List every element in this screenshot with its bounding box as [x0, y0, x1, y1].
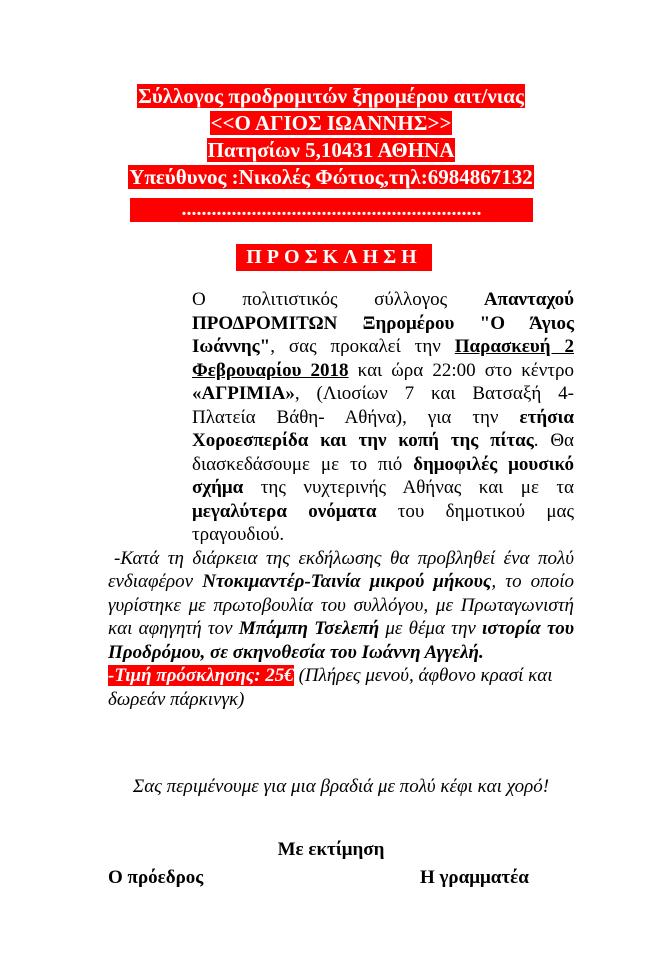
invitation-title: ΠΡΟΣΚΛΗΣΗ: [236, 244, 432, 271]
text-segment: , (Λιοσίων 7 και Βατσαξή 4- Πλατεία Βάθη- Αθήνα), για την: [192, 383, 574, 428]
names-highlight: μεγαλύτερα ονόματα: [192, 500, 377, 522]
closing-message: Σας περιμένουμε για μια βραδιά με πολύ κέφι και χορό!: [132, 776, 550, 797]
documentary-title: Ντοκιμαντέρ-Ταινία μικρού μήκους: [202, 571, 492, 592]
text-segment: με θέμα την: [379, 618, 483, 639]
text-segment: .: [478, 641, 484, 663]
association-header: [0, 83, 662, 191]
music-highlight: δημοφιλές μουσικό σχήμα: [192, 453, 574, 498]
text-segment: Ο πολιτιστικός σύλλογος: [192, 289, 484, 310]
paragraph-documentary: [108, 547, 574, 665]
price-note: (Πλήρες μενού, άφθονο κρασί και δωρεάν πάρκινγκ): [108, 665, 553, 710]
paragraph-price: [108, 664, 574, 711]
text-segment: . Θα διασκεδάσουμε με το πιό: [192, 430, 574, 475]
separator-bar: ............................................................: [130, 198, 533, 222]
text-segment: της νυχτερινής Αθήνας και με τα: [243, 477, 574, 498]
regards-line: Με εκτίμηση: [277, 839, 385, 860]
association-address: Πατησίων 5,10431 ΑΘΗΝΑ: [207, 138, 455, 162]
event-date: Παρασκευή 2 Φεβρουαρίου 2018: [192, 336, 574, 381]
event-venue: «ΑΓΡΙΜΙΑ»: [192, 383, 295, 404]
association-name: Σύλλογος προδρομιτών ξηρομέρου αιτ/νιας: [138, 84, 524, 108]
narrator-name: Μπάμπη Τσελεπή: [238, 618, 380, 639]
ticket-price: -Τιμή πρόσκλησης: 25€: [108, 665, 294, 686]
signature-secretary: Η γραμματέα: [420, 867, 529, 888]
association-contact: Υπεύθυνος :Νικολές Φώτιος,τηλ:6984867132: [129, 165, 533, 189]
text-segment: , σας προκαλεί την: [270, 336, 455, 357]
text-segment: -Κατά τη διάρκεια της εκδήλωσης θα προβληθεί ένα πολύ ενδιαφέρον: [108, 547, 574, 592]
text-segment: του δημοτικού μας τραγουδιού.: [192, 500, 574, 545]
text-segment: , το οποίο γυρίστηκε με πρωτοβουλία του συλλόγου, με Πρωταγωνιστή και αφηγητή τον: [108, 571, 574, 639]
documentary-subject: ιστορία του Προδρόμου, σε σκηνοθεσία του Ιωάννη Αγγελή: [108, 618, 575, 663]
event-type: ετήσια Χοροεσπερίδα και την κοπή της πίτας: [192, 406, 574, 451]
text-segment: και ώρα 22:00 στο κέντρο: [348, 359, 574, 381]
invitation-body: [108, 288, 574, 711]
association-full-name: Απανταχού ΠΡΟΔΡΟΜΙΤΩΝ Ξηρομέρου "Ο Άγιος Ιωάννης": [192, 289, 574, 357]
signature-president: Ο πρόεδρος: [108, 867, 204, 888]
paragraph-event: [108, 288, 574, 547]
association-title: <<Ο ΑΓΙΟΣ ΙΩΑΝΝΗΣ>>: [210, 111, 452, 135]
